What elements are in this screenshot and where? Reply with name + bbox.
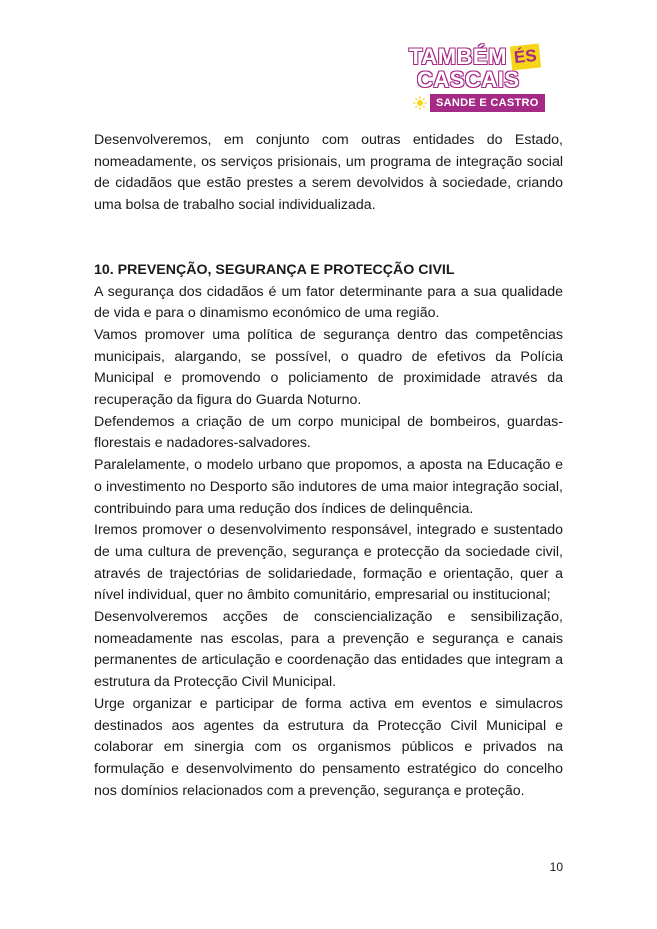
logo-text-cascais: CASCAIS: [417, 67, 520, 92]
section-paragraph: Desenvolveremos acções de consciencialização e sensibilização, nomeadamente nas escolas, para a prevenção e segurança e canais permanentes de articulação e coordenação das entidades que integram a estrutura da Protecção Civil Municipal.: [94, 609, 563, 691]
section-paragraph: A segurança dos cidadãos é um fator determinante para a sua qualidade de vida e para o dinamismo económico de uma região.: [94, 283, 563, 322]
section-paragraph: Defendemos a criação de um corpo municipal de bombeiros, guardas-florestais e nadadores-salvadores.: [94, 413, 563, 452]
logo-bottom-line: [413, 94, 545, 112]
campaign-logo: [409, 44, 574, 116]
logo-badge-es: ÉS: [510, 44, 541, 71]
page-content: [94, 130, 563, 802]
sun-icon: [413, 96, 427, 110]
section-paragraph: Vamos promover uma política de segurança dentro das competências municipais, alargando, se possível, o quadro de efetivos da Polícia Municipal e promovendo o policiamento de proximidade através da recuperação da figura do Guarda Noturno.: [94, 326, 563, 409]
section-paragraph: Paralelamente, o modelo urbano que propomos, a aposta na Educação e o investimento no Desporto são indutores de uma maior integração social, contribuindo para uma redução dos índices de delinquência.: [94, 457, 563, 517]
intro-paragraph: Desenvolveremos, em conjunto com outras entidades do Estado, nomeadamente, os serviços prisionais, um programa de integração social de cidadãos que estão prestes a serem devolvidos à sociedade, criando uma bolsa de trabalho social individualizada.: [94, 132, 563, 214]
section-heading: 10. PREVENÇÃO, SEGURANÇA E PROTECÇÃO CIVIL: [94, 261, 455, 278]
page-number: 10: [549, 860, 563, 874]
section-paragraph: Urge organizar e participar de forma activa em eventos e simulacros destinados aos agentes da estrutura da Protecção Civil Municipal e colaborar em sinergia com os organismos públicos e privados na formulação e desenvolvimento do pensamento estratégico do concelho nos domínios relacionados com a prevenção, segurança e proteção.: [94, 695, 563, 799]
section-spacer: [94, 217, 563, 260]
logo-subtitle: SANDE E CASTRO: [430, 94, 545, 112]
section-paragraph: Iremos promover o desenvolvimento responsável, integrado e sustentado de uma cultura de prevenção, segurança e protecção da sociedade civil, através de trajectórias de solidariedade, formação e orientação, quer a nível individual, quer no âmbito comunitário, empresarial ou institucional;: [94, 522, 563, 604]
logo-text-tambem: TAMBÉM: [409, 44, 507, 69]
